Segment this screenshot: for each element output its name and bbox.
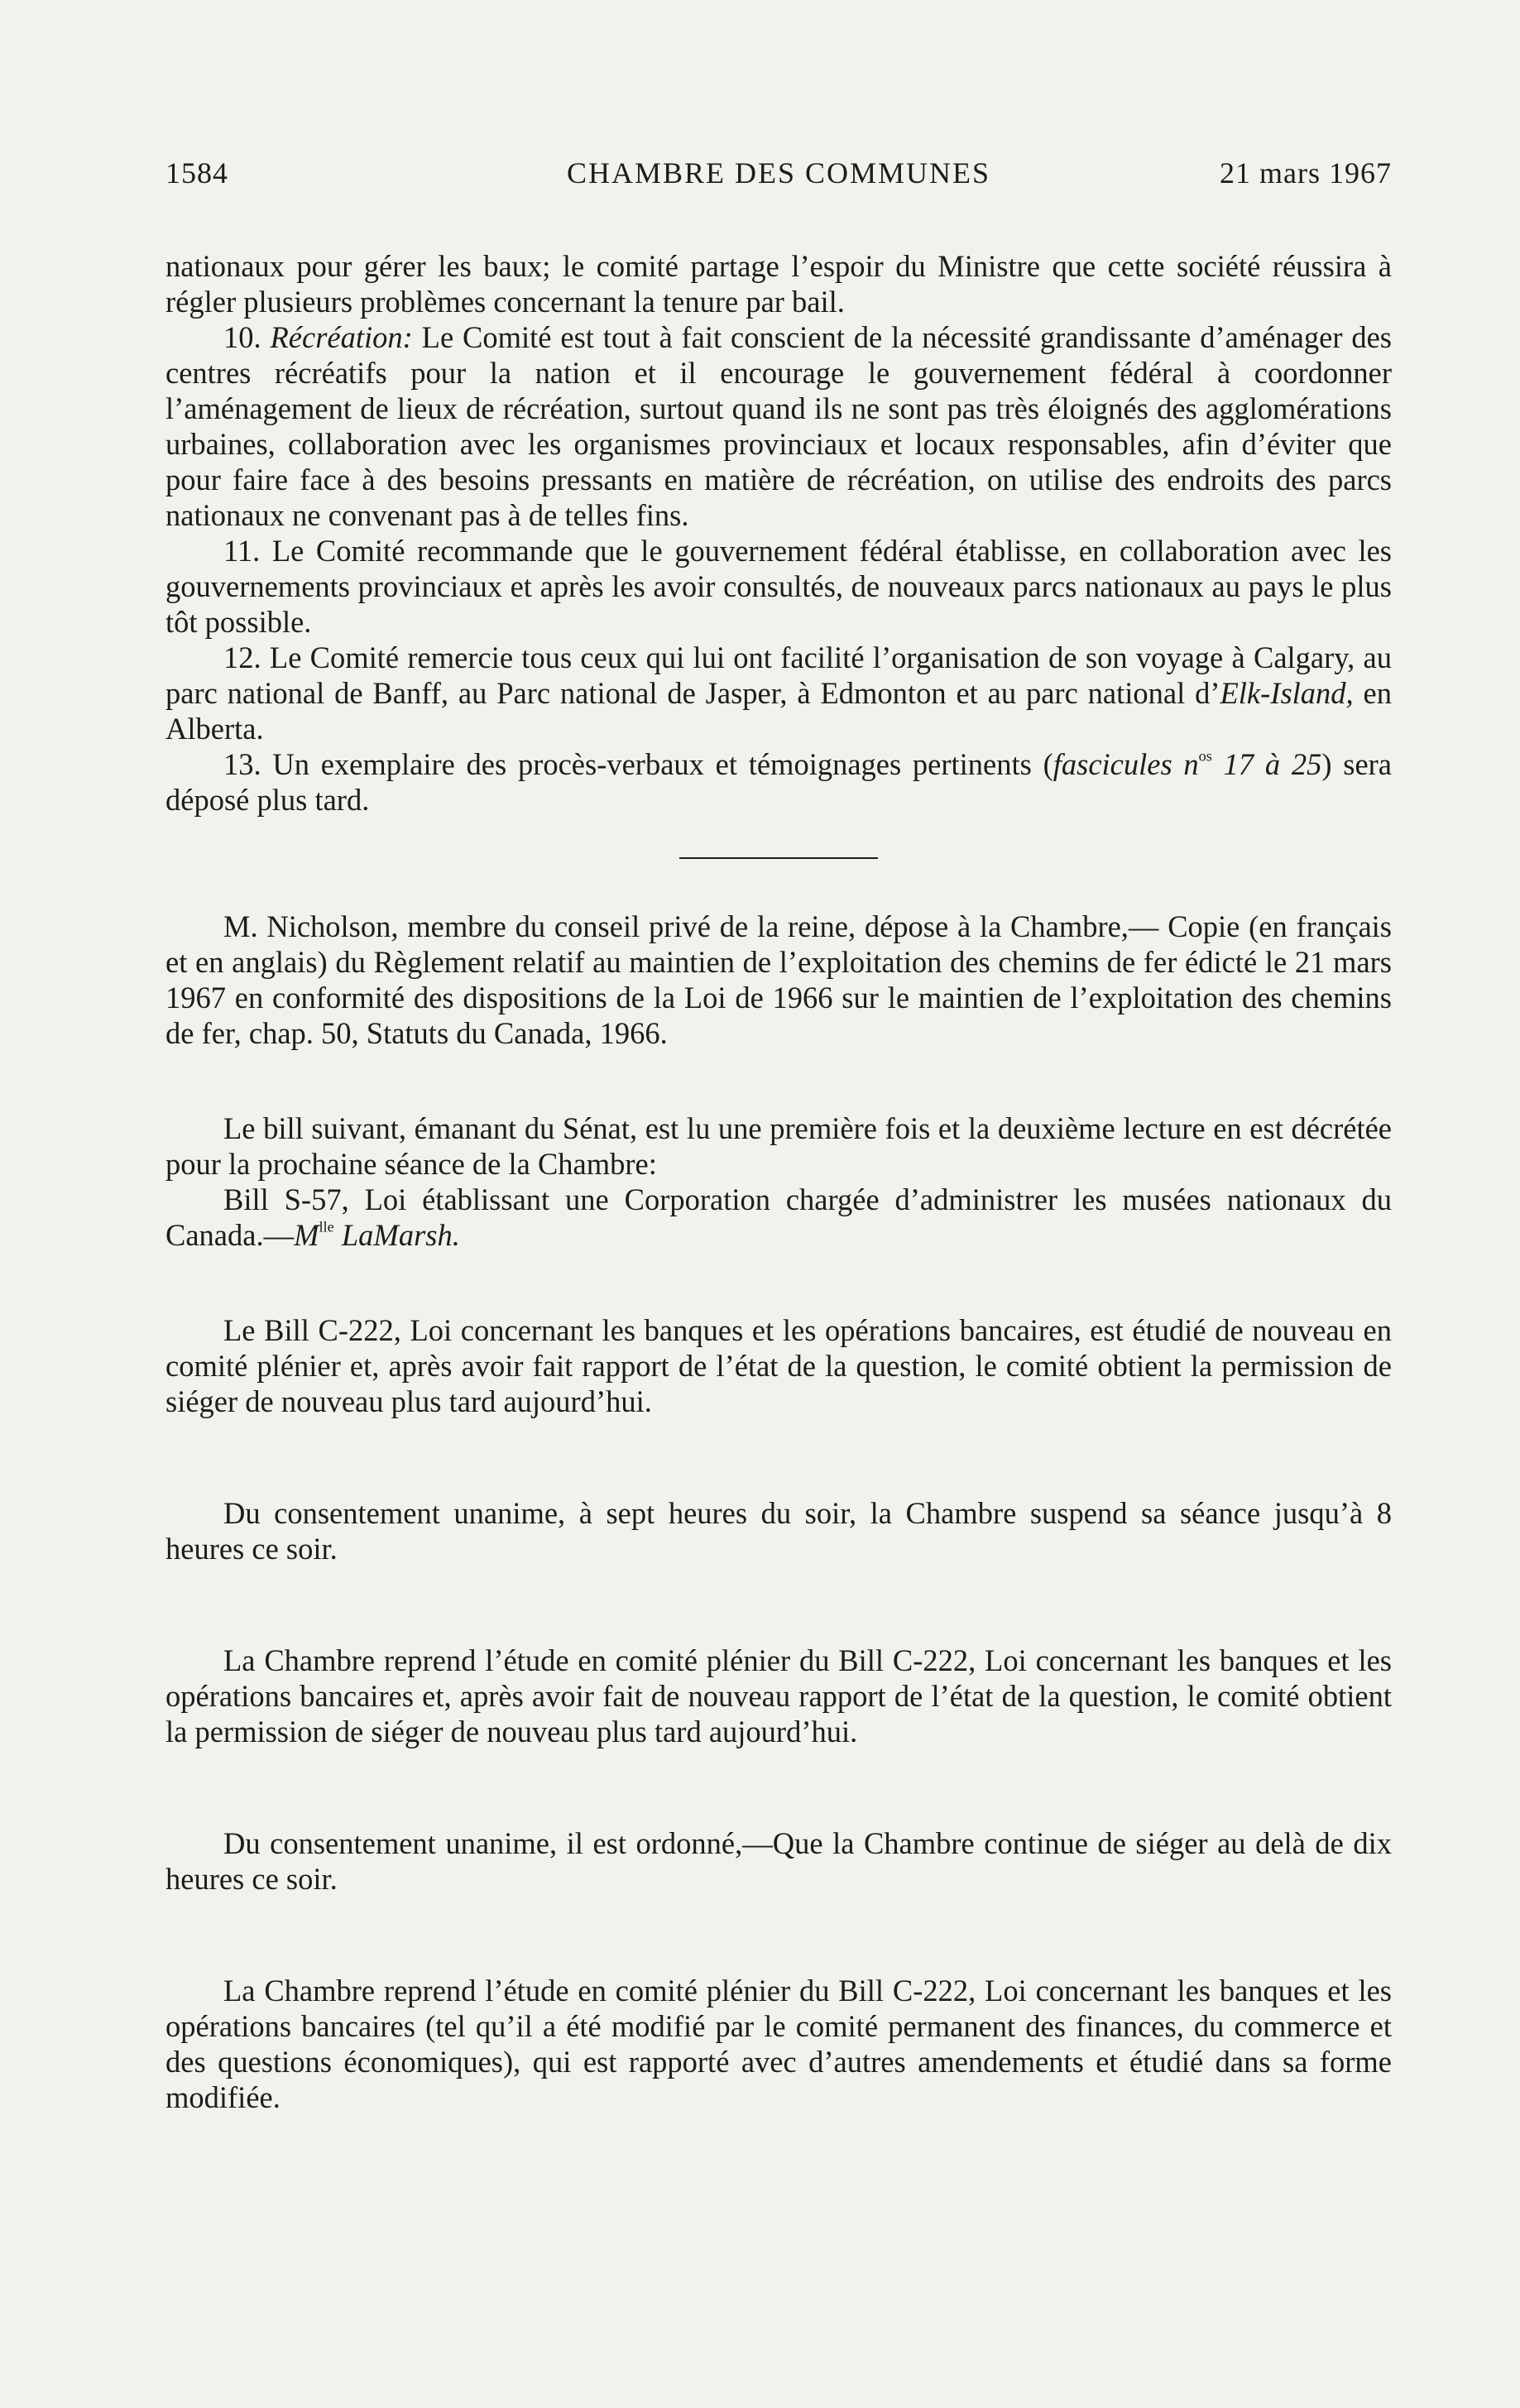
paragraph-text-end: en Alberta. [165,676,1392,746]
page-date: 21 mars 1967 [1220,156,1392,189]
paragraph-lead: Récréation: [270,320,413,354]
paragraph-number: 10. [223,320,261,354]
page-number: 1584 [165,156,228,189]
author-prefix: M [294,1218,319,1252]
paragraph-number: 12. [223,640,261,674]
paragraph-12 [165,640,1392,746]
paragraph-11 [165,533,1392,640]
page-title: CHAMBRE DES COMMUNES [566,156,991,189]
paragraph-text: Un exemplaire des procès-verbaux et témoignages pertinents ( [261,747,1053,781]
paragraph-bill-s57 [165,1182,1392,1253]
paragraph-text: Le Comité est tout à fait conscient de la nécessité grandissante d’aménager des centres récréatifs pour la nation et il encourage le gouvernement fédéral à coordonner l’aménagement de lieux de récréation, surtout quand ils ne sont pas très éloignés des agglomérations urbaines, collaboration avec les organismes provinciaux et locaux responsables, afin d’éviter que pour faire face à des besoins pressants en matière de récréation, on utilise des endroits des parcs nationaux ne convenant pas à de telles fins. [165,320,1392,532]
section-divider [679,857,878,859]
paragraph-suspend: Du consentement unanime, à sept heures du soir, la Chambre suspend sa séance jusqu’à 8 heures ce soir. [165,1496,1392,1566]
paragraph-superscript: os [1198,747,1212,765]
paragraph-italic: fascicules n [1052,747,1199,781]
paragraph-text-end: ) sera déposé plus tard. [165,747,1393,817]
paragraph-10 [165,319,1392,533]
paragraph-italic: Elk-Island, [1220,676,1354,710]
paragraph-reprend-1: La Chambre reprend l’étude en comité plénier du Bill C-222, Loi concernant les banques et les opérations bancaires et, après avoir fait de nouveau rapport de l’état de la question, le comité obtient la permission de siéger de nouveau plus tard aujourd’hui. [165,1643,1392,1748]
paragraph-nicholson: M. Nicholson, membre du conseil privé de la reine, dépose à la Chambre,— Copie (en français et en anglais) du Règlement relatif au maintien de l’exploitation des chemins de fer édicté le 21 mars 1967 en conformité des dispositions de la Loi de 1966 sur le maintien de l’exploitation des chemins de fer, chap. 50, Statuts du Canada, 1966. [165,909,1392,1050]
paragraph-bill-senat: Le bill suivant, émanant du Sénat, est lu une première fois et la deuxième lecture en est décrétée pour la prochaine séance de la Chambre: [165,1111,1392,1181]
author-superscript: lle [319,1218,334,1235]
paragraph-number: 11. [223,534,261,568]
paragraph-text: Le Comité remercie tous ceux qui lui ont facilité l’organisation de son voyage à Calgary, au parc national de Banff, au Parc national de Jasper, à Edmonton et au parc national d’ [165,640,1392,710]
paragraph-reprend-2: La Chambre reprend l’étude en comité plénier du Bill C-222, Loi concernant les banques et les opérations bancaires (tel qu’il a été modifié par le comité permanent des finances, du commerce et des questions économiques), qui est rapporté avec d’autres amendements et étudié dans sa forme modifiée. [165,1974,1392,2114]
paragraph-italic-numbers: 17 à 25 [1211,747,1322,781]
paragraph-text: Le Comité recommande que le gouvernement fédéral établisse, en collaboration avec les gouvernements provinciaux et après les avoir consultés, de nouveaux parcs nationaux au pays le plus tôt possible. [165,534,1392,639]
paragraph-continue: Du consentement unanime, il est ordonné,—Que la Chambre continue de siéger au delà de dix heures ce soir. [165,1826,1392,1896]
paragraph-bill-c222: Le Bill C-222, Loi concernant les banques et les opérations bancaires, est étudié de nouveau en comité plénier et, après avoir fait rapport de l’état de la question, le comité obtient la permission de siéger de nouveau plus tard aujourd’hui. [165,1313,1392,1418]
body-text [165,248,1392,2115]
page-header [165,156,1392,205]
paragraph-text: Bill S-57, Loi établissant une Corporation chargée d’administrer les musées nationaux du Canada.— [165,1182,1392,1252]
paragraph-number: 13. [223,747,261,781]
paragraph-continued: nationaux pour gérer les baux; le comité partage l’espoir du Ministre que cette société réussira à régler plusieurs problèmes concernant la tenure par bail. [165,249,1392,319]
author-name: LaMarsh. [333,1218,460,1252]
paragraph-13 [165,746,1392,818]
